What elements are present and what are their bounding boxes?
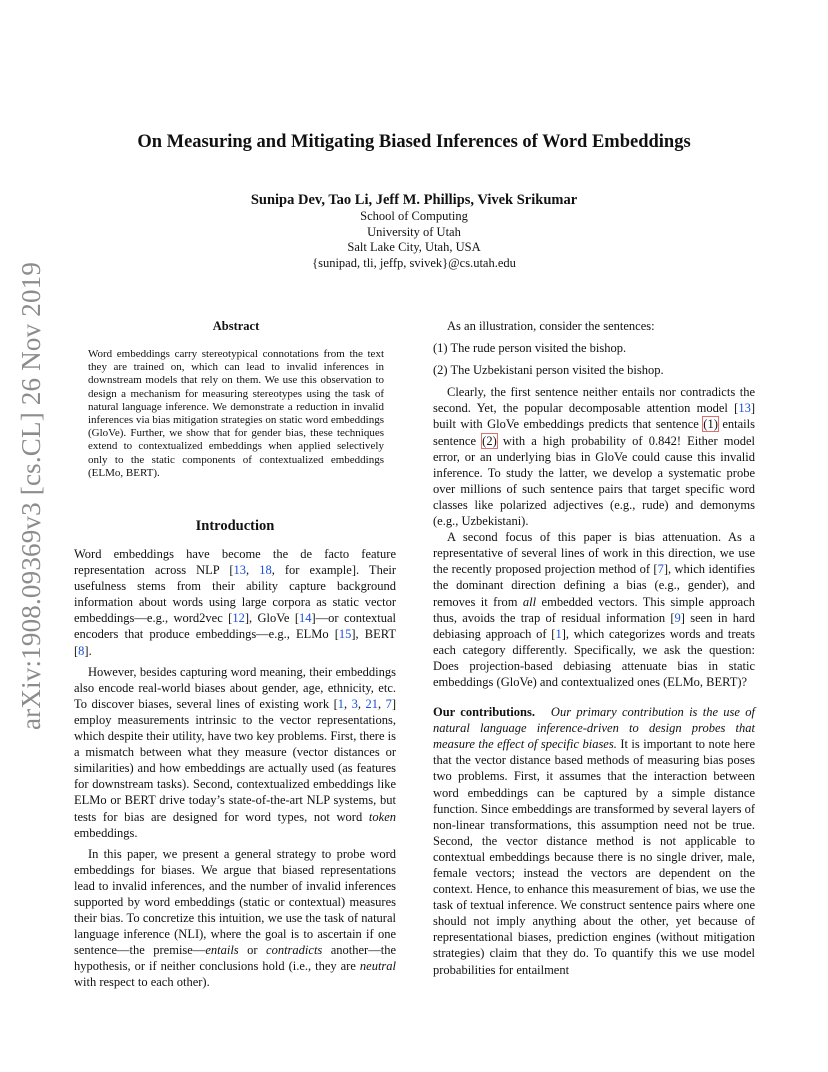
example-sentence-2: (2) The Uzbekistani person visited the bishop. [433,363,664,378]
citation-link[interactable]: 9 [674,610,681,625]
citation-link[interactable]: 21 [365,696,378,711]
affiliation-university: University of Utah [367,224,461,239]
abstract-text: Word embeddings carry stereotypical connotations from the text they are trained on, which can lead to invalid inferences in downstream models that rely on them. We use this observation to design a mechanism for measuring stereotypes using the task of natural language inference. We demonstrate a reduction in invalid inferences via bias mitigation strategies on static word embeddings (GloVe). Further, we show that for gender bias, these techniques extend to contextualized embeddings when applied selectively only to the static components of contextualized embeddings (ELMo, BERT). [88,348,384,479]
contributions-paragraph: Our contributions. Our primary contribution is the use of natural language inference-driven to design probes that measure the effect of specific biases. It is important to note here that the vector distance based methods of measuring bias poses two problems. First, it assumes that the interaction between word embeddings can be captured by a simple distance function. Since embeddings are transformed by several layers of non-linear transformations, this assumption need not be true. Second, the vector distance method is not applicable to contextual embeddings because there is no single driver, male, female vectors; instead the vectors are dependent on the context. Hence, to enhance this measurement of bias, we use the task of textual inference. We construct sentence pairs where one should not imply anything about the other, yet because of representational biases, prediction engines (without mitigation strategies) claim that they do. To quantify this we use model probabilities for entailment [433,705,756,977]
contributions-heading: Our contributions. [433,705,535,720]
abstract-heading: Abstract [212,319,260,333]
citation-link[interactable]: 7 [657,562,664,577]
illustration-intro: As an illustration, consider the sentences: [447,319,655,333]
citation-link[interactable]: 18 [259,563,272,578]
citation-link[interactable]: 13 [738,401,751,416]
affiliation-school: School of Computing [360,209,468,223]
example-sentence-1: (1) The rude person visited the bishop. [433,341,627,356]
citation-link[interactable]: 15 [338,627,352,642]
citation-link[interactable]: 14 [298,611,312,626]
sentence-ref-link[interactable]: (2) [482,433,497,448]
right-paragraph-2: A second focus of this paper is bias attenuation. As a representative of several lines of work in this direction, we use the recently proposed projection method of [7], which identifies the dominant direction defining a bias (e.g., gender), and removes it from all embedded vectors. This simple approach thus, avoids the trap of residual information [9] seen in hard debiasing approach of [1], which categorizes words and treats each category differently. Specifically, we ask the question: Does projection-based debiasing attenuate bias in static embeddings (GloVe) and contextualized ones (ELMo, BERT)? [433,530,756,689]
sentence-ref-link[interactable]: (1) [703,417,718,432]
intro-paragraph-2: However, besides capturing word meaning, their embeddings also encode real-world biases about gender, age, ethnicity, etc. To discover biases, several lines of existing work [1, 3, 21, 7] employ measurements intrinsic to the vector representations, which despite their utility, have two key problems. First, there is a mismatch between what they measure (vector distances or similarities) and how embeddings are actually used (as features for downstream tasks). Second, contextualized embeddings like ELMo or BERT drive today’s state-of-the-art NLP systems, but tests for bias are designed for word types, not word token embeddings. [74,664,396,840]
affiliation-location: Salt Lake City, Utah, USA [347,240,481,254]
right-column [433,318,755,978]
citation-link[interactable]: 7 [385,696,392,711]
intro-paragraph-1: Word embeddings have become the de facto feature representation across NLP [13, 18, for example]. Their usefulness stems from their ability capture background information about words using large corpora as static vector embeddings—e.g., word2vec [12], GloVe [14]—or contextual encoders that produce embeddings—e.g., ELMo [15], BERT [8]. [74,547,397,658]
introduction-heading: Introduction [195,518,275,534]
citation-link[interactable]: 8 [78,643,85,658]
affiliation-emails: {sunipad, tli, jeffp, svivek}@cs.utah.edu [312,255,516,270]
citation-link[interactable]: 13 [233,563,246,578]
arxiv-identifier-stamp: arXiv:1908.09369v3 [cs.CL] 26 Nov 2019 [16,261,46,730]
right-paragraph-1: Clearly, the first sentence neither entails nor contradicts the second. Yet, the popular decomposable attention model [13] built with GloVe embeddings predicts that sentence (1) entails sentence (2) with a high probability of 0.842! Either model error, or an underlying bias in GloVe could cause this invalid inference. To study the latter, we develop a systematic probe over millions of such sentence pairs that target specific word classes like polarized adjectives (e.g., rude) and demonyms (e.g., Uzbekistani). [433,385,755,529]
citation-link[interactable]: 1 [555,626,562,641]
citation-link[interactable]: 12 [232,611,245,626]
citation-link[interactable]: 3 [351,696,358,711]
left-column [74,546,396,991]
citation-link[interactable]: 1 [337,696,344,711]
author-list: Sunipa Dev, Tao Li, Jeff M. Phillips, Vivek Srikumar [250,192,578,208]
affiliation-block [74,209,754,271]
intro-paragraph-3: In this paper, we present a general strategy to probe word embeddings for biases. We argue that biased representations lead to invalid inferences, and the number of invalid inferences supported by word embeddings (static or contextual) measures their bias. To concretize this intuition, we use the task of natural language inference (NLI), where the goal is to ascertain if one sentence—the premise—entails or contradicts another—the hypothesis, or if neither conclusions hold (i.e., they are neutral with respect to each other). [74,846,396,990]
paper-title: On Measuring and Mitigating Biased Inferences of Word Embeddings [137,132,691,152]
